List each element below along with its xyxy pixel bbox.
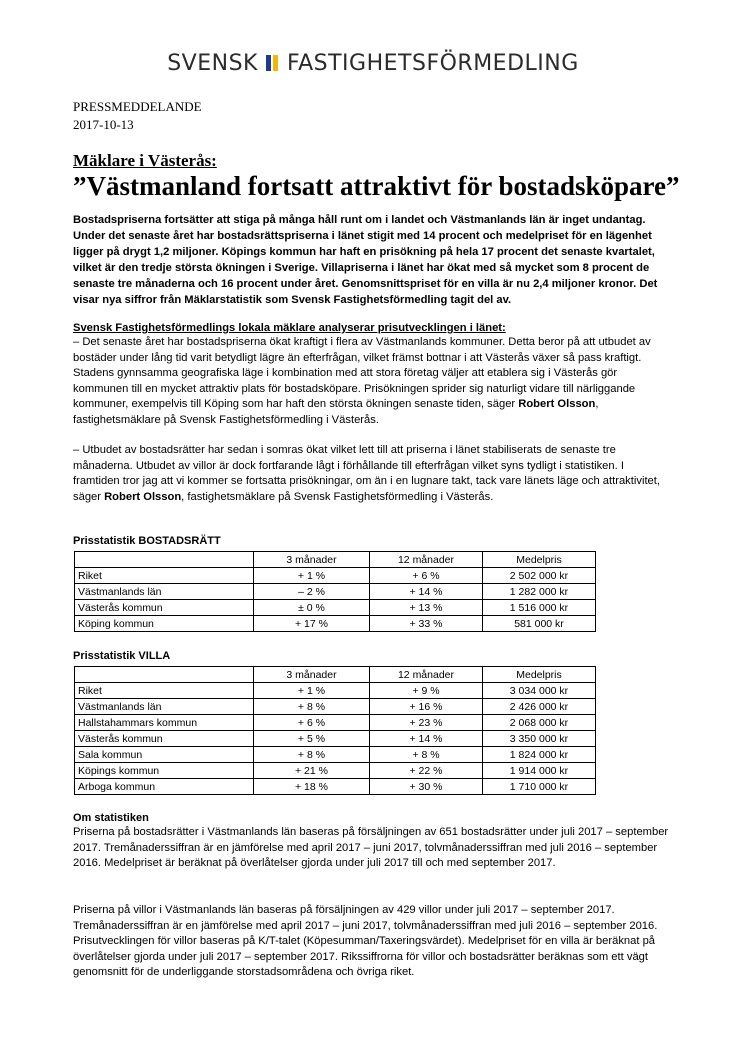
table-row [75, 568, 596, 584]
value-cell: 3 034 000 kr [483, 683, 596, 699]
value-cell: + 6 % [254, 715, 370, 731]
region-cell: Köpings kommun [75, 763, 254, 779]
value-cell: + 23 % [370, 715, 483, 731]
value-cell: + 14 % [370, 584, 483, 600]
column-header: 12 månader [370, 552, 483, 568]
value-cell: + 30 % [370, 779, 483, 795]
column-header: 12 månader [370, 667, 483, 683]
value-cell: + 17 % [254, 616, 370, 632]
value-cell: + 1 % [254, 568, 370, 584]
value-cell: 2 502 000 kr [483, 568, 596, 584]
quote-1-text: – Det senaste året har bostadspriserna ökat kraftigt i flera av Västmanlands kommuner. Detta beror på att utbudet av bostäder under lång tid varit betydligt lägre än efterfrågan, vilket främst bottnar i att Västerås växer så pass kraftigt. Stadens gynnsamma geografiska läge i kombination med att stora företag väljer att etablera sig i Västerås gör kommunen till en mycket attraktiv plats för bostadsköpare. Prisökningen sprider sig naturligt vidare till närliggande kommuner, exempelvis till Köping som har haft den största ökningen senaste tiden, säger [73, 336, 651, 410]
ingress: Bostadspriserna fortsätter att stiga på många håll runt om i landet och Västmanlands län är inget undantag. Under det senaste året har bostadsrättspriserna i länet stigit med 14 procent och medelpriset för en lägenhet ligger på drygt 1,2 miljoner. Köpings kommun har haft en prisökning på hela 17 procent det senaste kvartalet, vilket är den tredje största ökningen i Sverige. Villapriserna i länet har ökat med så mycket som 8 procent de senaste tre månaderna och 16 procent under året. Genomsnittspriset för en villa är nu 2,4 miljoner kronor. Det visar nya siffror från Mäklarstatistik som Svensk Fastighetsförmedling tagit del av. [73, 214, 658, 306]
table-villa-label: Prisstatistik VILLA [73, 650, 171, 662]
region-cell: Västerås kommun [75, 731, 254, 747]
company-logo [0, 51, 746, 76]
column-header: 3 månader [254, 552, 370, 568]
value-cell: 3 350 000 kr [483, 731, 596, 747]
quote-2-name: Robert Olsson [104, 490, 182, 503]
value-cell: + 14 % [370, 731, 483, 747]
quote-1-suffix: , fastighetsmäklare på Svensk Fastighetsförmedling i Västerås. [73, 398, 599, 426]
press-header [73, 98, 202, 134]
region-cell: Arboga kommun [75, 779, 254, 795]
value-cell: 1 282 000 kr [483, 584, 596, 600]
quote-paragraph-1 [73, 335, 673, 428]
table-row [75, 683, 596, 699]
document-type: PRESSMEDDELANDE [73, 99, 202, 114]
column-header: Medelpris [483, 667, 596, 683]
quote-2-text: – Utbudet av bostadsrätter har sedan i somras ökat vilket lett till att priserna i länet stabiliserats de senaste tre månaderna. Utbudet av villor är dock fortfarande lågt i förhållande till efterfrågan vilket syns tydligt i statistiken. I framtiden tror jag att vi kommer se fortsatta prisökningar, om än i en lugnare takt, tack vare länets läge och attraktivitet, säger [73, 444, 660, 503]
logo-flag-blue [266, 55, 271, 71]
table-bostadsratt-label: Prisstatistik BOSTADSRÄTT [73, 535, 221, 547]
table-header-row [75, 552, 596, 568]
table-row [75, 747, 596, 763]
value-cell: 2 068 000 kr [483, 715, 596, 731]
region-cell: Riket [75, 683, 254, 699]
column-header: Medelpris [483, 552, 596, 568]
value-cell: – 2 % [254, 584, 370, 600]
value-cell: + 13 % [370, 600, 483, 616]
value-cell: + 9 % [370, 683, 483, 699]
table-row [75, 763, 596, 779]
value-cell: + 5 % [254, 731, 370, 747]
column-header [75, 552, 254, 568]
value-cell: + 16 % [370, 699, 483, 715]
about-paragraph-2: Priserna på villor i Västmanlands län baseras på försäljningen av 429 villor under juli 2017 – september 2017. Tremånaderssiffran är en jämförelse med april 2017 – juni 2017, tolvmånaderssiffran med juli 2016 – september 2016. Prisutvecklingen för villor baseras på K/T-talet (Köpesumman/Taxeringsvärdet). Medelpriset för en villa är beräknat på överlåtelser gjorda under juli 2017 – september 2017. Rikssiffrorna för villor och bostadsrätter beräknas som ett vägt genomsnitt för de underliggande storstadsområdena och övriga riket. [73, 904, 658, 978]
region-cell: Västerås kommun [75, 600, 254, 616]
page-title: ”Västmanland fortsatt attraktivt för bostadsköpare” [73, 171, 680, 201]
logo-flag-yellow [273, 55, 278, 71]
value-cell: + 33 % [370, 616, 483, 632]
quote-1-name: Robert Olsson [518, 398, 596, 410]
table-row [75, 779, 596, 795]
value-cell: + 8 % [254, 699, 370, 715]
logo-text-left: SVENSK [167, 51, 258, 76]
value-cell: + 21 % [254, 763, 370, 779]
table-row [75, 584, 596, 600]
value-cell: + 8 % [254, 747, 370, 763]
value-cell: 2 426 000 kr [483, 699, 596, 715]
logo-text-right: FASTIGHETSFÖRMEDLING [286, 51, 579, 76]
table-row [75, 699, 596, 715]
value-cell: + 6 % [370, 568, 483, 584]
value-cell: + 1 % [254, 683, 370, 699]
value-cell: 1 710 000 kr [483, 779, 596, 795]
value-cell: ± 0 % [254, 600, 370, 616]
document-date: 2017-10-13 [73, 117, 134, 132]
value-cell: + 18 % [254, 779, 370, 795]
value-cell: 1 516 000 kr [483, 600, 596, 616]
about-heading: Om statistiken [73, 812, 149, 824]
kicker: Mäklare i Västerås: [73, 151, 217, 170]
table-row [75, 715, 596, 731]
about-paragraph-1: Priserna på bostadsrätter i Västmanlands län baseras på försäljningen av 651 bostadsrätter under juli 2017 – september 2017. Tremånaderssiffran är en jämförelse med april 2017 – juni 2017, tolvmånaderssiffran med juli 2016 – september 2016. Medelpriset är beräknat på överlåtelser gjorda under juli 2017 till och med september 2017. [73, 826, 669, 869]
table-row [75, 616, 596, 632]
value-cell: 1 824 000 kr [483, 747, 596, 763]
table-header-row [75, 667, 596, 683]
value-cell: 581 000 kr [483, 616, 596, 632]
region-cell: Riket [75, 568, 254, 584]
region-cell: Västmanlands län [75, 699, 254, 715]
value-cell: + 8 % [370, 747, 483, 763]
value-cell: 1 914 000 kr [483, 763, 596, 779]
column-header [75, 667, 254, 683]
table-bostadsratt [74, 551, 596, 632]
table-villa [74, 666, 596, 795]
region-cell: Sala kommun [75, 747, 254, 763]
quote-paragraph-2 [73, 443, 673, 505]
column-header: 3 månader [254, 667, 370, 683]
quote-2-suffix: , fastighetsmäklare på Svensk Fastighetsförmedling i Västerås. [181, 490, 494, 503]
region-cell: Köping kommun [75, 616, 254, 632]
region-cell: Hallstahammars kommun [75, 715, 254, 731]
table-row [75, 600, 596, 616]
region-cell: Västmanlands län [75, 584, 254, 600]
value-cell: + 22 % [370, 763, 483, 779]
analysis-heading: Svensk Fastighetsförmedlings lokala mäklare analyserar prisutvecklingen i länet: [73, 322, 506, 334]
table-row [75, 731, 596, 747]
